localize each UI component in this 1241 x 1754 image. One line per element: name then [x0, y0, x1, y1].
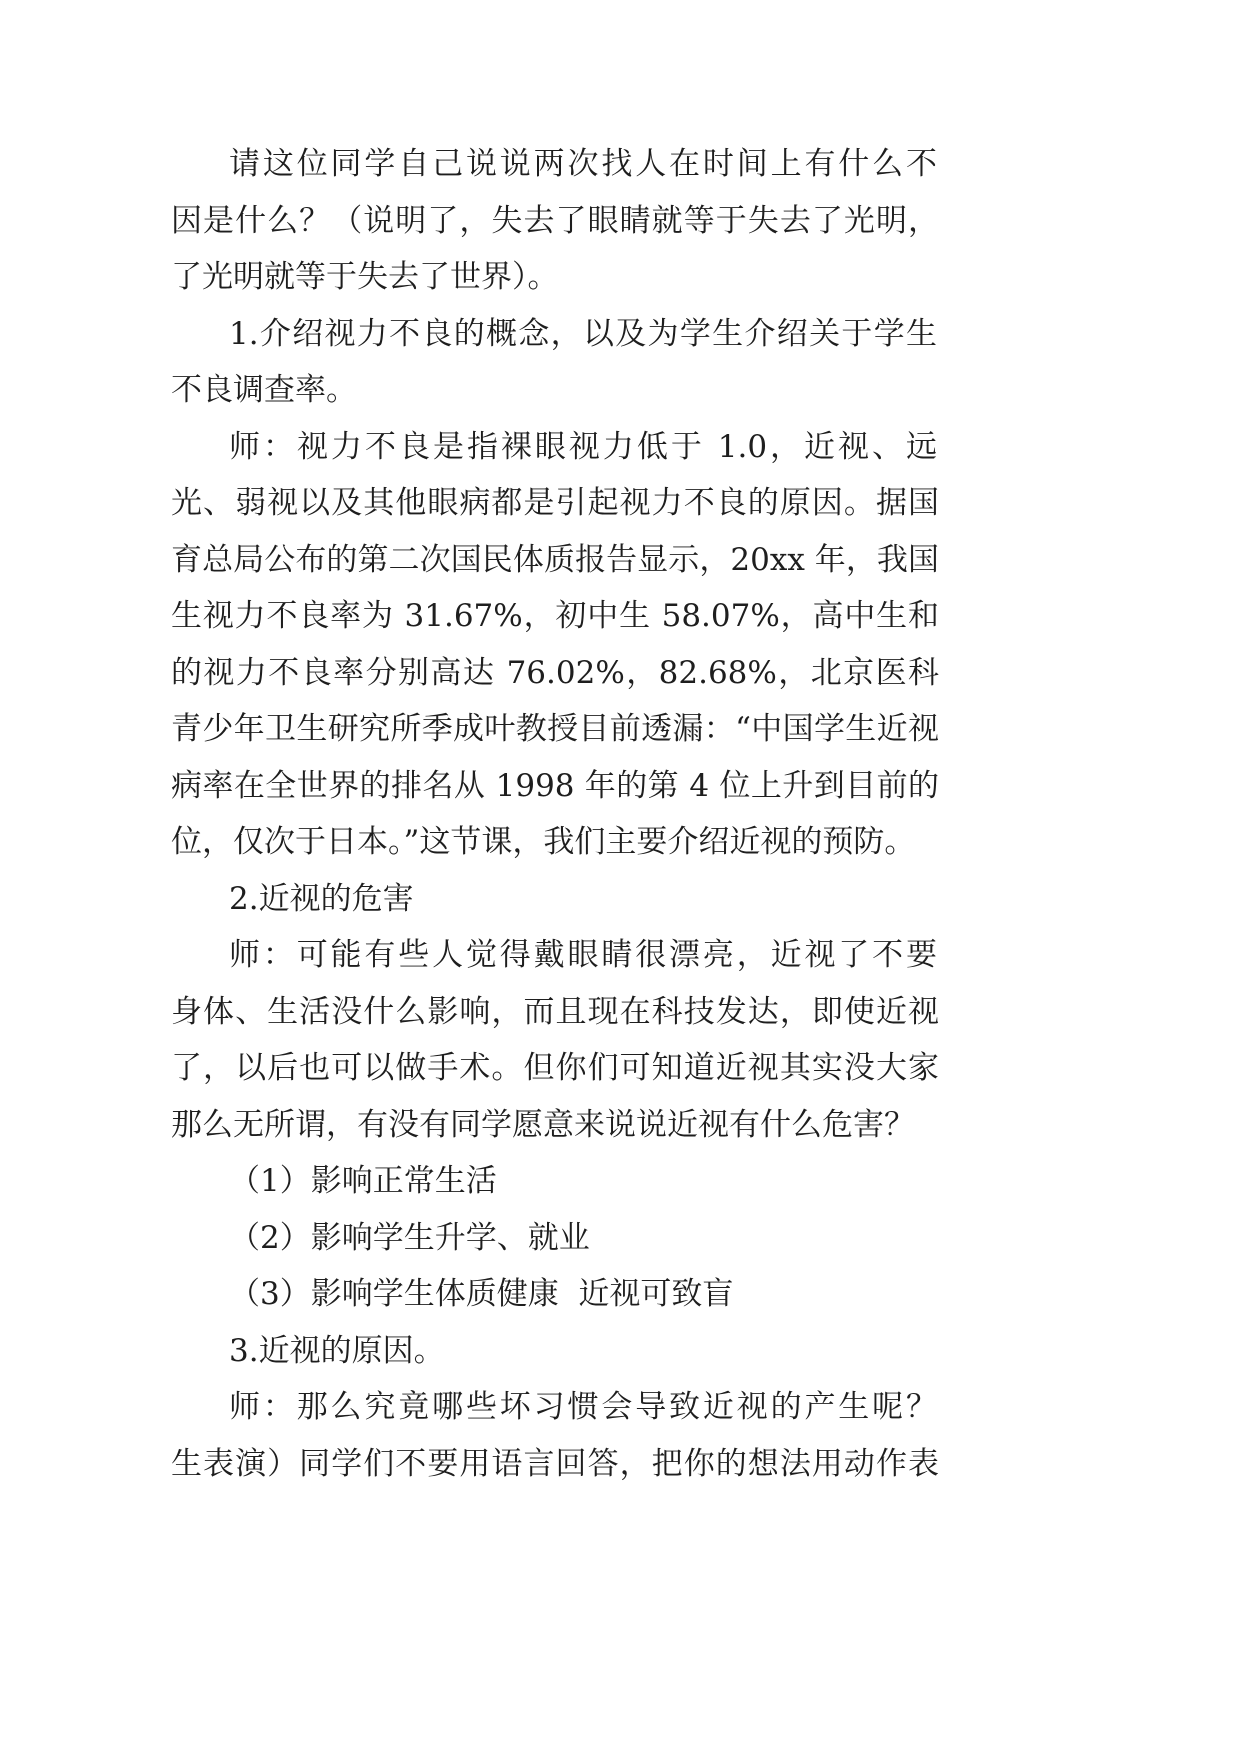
text-line-17: 了，以后也可以做手术。但你们可知道近视其实没大家	[171, 1050, 939, 1086]
list-item-2: （2）影响学生升学、就业	[229, 1220, 590, 1256]
text-line-9: 生视力不良率为 31.67%，初中生 58.07%，高中生和	[171, 598, 939, 634]
text-line-1: 请这位同学自己说说两次找人在时间上有什么不	[229, 146, 937, 182]
text-line-6: 师：视力不良是指裸眼视力低于 1.0，近视、远	[229, 429, 937, 465]
text-line-5: 不良调查率。	[171, 372, 357, 408]
text-line-24: 生表演）同学们不要用语言回答，把你的想法用动作表	[171, 1446, 939, 1482]
text-line-12: 病率在全世界的排名从 1998 年的第 4 位上升到目前的	[171, 768, 939, 804]
list-item-3: （3）影响学生体质健康 近视可致盲	[229, 1276, 734, 1312]
text-line-15: 师：可能有些人觉得戴眼睛很漂亮，近视了不要	[229, 937, 937, 973]
text-line-3: 了光明就等于失去了世界）。	[171, 259, 559, 295]
text-line-8: 育总局公布的第二次国民体质报告显示，20xx 年，我国	[171, 542, 939, 578]
text-line-11: 青少年卫生研究所季成叶教授目前透漏：“中国学生近视	[171, 711, 939, 747]
list-item-1: （1）影响正常生活	[229, 1163, 497, 1199]
heading-myopia-harm: 2.近视的危害	[229, 881, 414, 917]
text-line-10: 的视力不良率分别高达 76.02%，82.68%，北京医科	[171, 655, 939, 691]
heading-myopia-causes: 3.近视的原因。	[229, 1333, 445, 1369]
text-line-13: 位，仅次于日本。”这节课，我们主要介绍近视的预防。	[171, 824, 916, 860]
text-line-23: 师：那么究竟哪些坏习惯会导致近视的产生呢？	[229, 1389, 937, 1425]
text-line-18: 那么无所谓，有没有同学愿意来说说近视有什么危害？	[171, 1107, 915, 1143]
text-line-4: 1.介绍视力不良的概念，以及为学生介绍关于学生	[229, 316, 937, 352]
text-line-7: 光、弱视以及其他眼病都是引起视力不良的原因。据国	[171, 485, 939, 521]
text-line-2: 因是什么？（说明了，失去了眼睛就等于失去了光明，	[171, 203, 939, 239]
text-line-16: 身体、生活没什么影响，而且现在科技发达，即使近视	[171, 994, 939, 1030]
